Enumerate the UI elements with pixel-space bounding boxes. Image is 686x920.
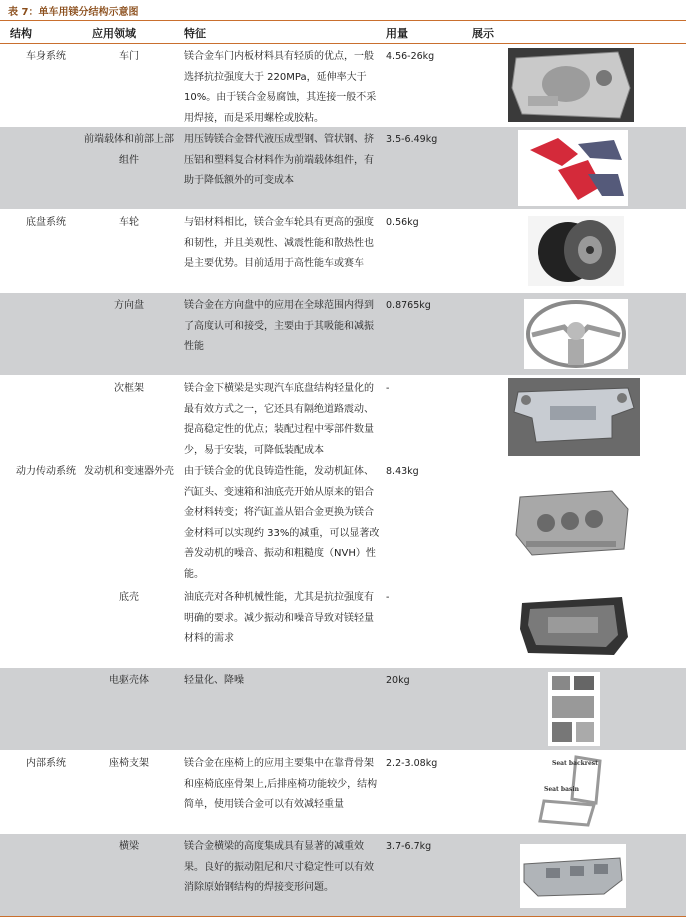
feature-cell: 镁合金车门内板材料具有轻质的优点，一般选择抗拉强度大于 220MPa，延伸率大于 10%。由于镁合金易腐蚀，其连接一般不采用焊接，而是采用螺栓或胶粘。	[184, 51, 377, 124]
area-cell: 座椅支架	[109, 758, 149, 769]
area-cell: 次框架	[114, 383, 144, 394]
area-cell: 发动机和变速器外壳	[84, 466, 174, 477]
table-row	[0, 668, 686, 750]
header-amount: 用量	[386, 27, 408, 40]
amount-cell: 4.56-26kg	[386, 51, 435, 62]
header-display: 展示	[472, 27, 494, 40]
header-feature: 特征	[184, 27, 206, 40]
feature-cell: 由于镁合金的优良铸造性能，发动机缸体、汽缸头、变速箱和油底壳开始从原来的铝合金材料转变；将汽缸盖从铝合金更换为镁合金材料可以实现约 33%的减重，可以显著改善发动机的噪音、振动和粗糙度（NVH）性能。	[184, 466, 380, 580]
table-row	[0, 459, 686, 584]
amount-cell: 2.2-3.08kg	[386, 758, 438, 769]
feature-cell: 镁合金在座椅上的应用主要集中在靠背骨架和座椅底座骨架上,后排座椅功能较少，结构简单，使用镁合金可以有效减轻重量	[184, 758, 378, 810]
wheel-image	[528, 216, 624, 286]
table-row	[0, 376, 686, 458]
amount-cell: -	[386, 592, 390, 603]
area-cell: 前端载体和前部上部组件	[84, 134, 174, 166]
amount-cell: 0.56kg	[386, 217, 419, 228]
seat-basin-label: Seat basin	[544, 786, 580, 793]
amount-cell: -	[386, 383, 390, 394]
engine-block-image	[512, 483, 634, 561]
bottom-rule	[0, 916, 686, 917]
area-cell: 方向盘	[114, 300, 144, 311]
table-caption: 表 7：单车用镁分结构示意图	[8, 7, 139, 18]
feature-cell: 用压铸镁合金替代液压成型钢、管状钢、挤压铝和塑料复合材料作为前端载体组件，有助于降低额外的可变成本	[184, 134, 374, 186]
amount-cell: 3.7-6.7kg	[386, 841, 432, 852]
area-cell: 电驱壳体	[109, 675, 149, 686]
feature-cell: 镁合金在方向盘中的应用在全球范围内得到了高度认可和接受，主要由于其吸能和减振性能	[184, 300, 374, 352]
oil-pan-image	[518, 591, 630, 661]
table-row	[0, 44, 686, 126]
cross-beam-image	[520, 844, 626, 908]
table-row	[0, 834, 686, 916]
amount-cell: 0.8765kg	[386, 300, 431, 311]
table-row	[0, 127, 686, 209]
structure-cell: 动力传动系统	[16, 466, 76, 477]
feature-cell: 与铝材料相比，镁合金车轮具有更高的强度和韧性，并且美观性、减震性能和散热性也是主要优势。目前适用于高性能车或赛车	[184, 217, 374, 269]
car-door-image	[508, 48, 634, 122]
structure-cell: 底盘系统	[26, 217, 66, 228]
amount-cell: 3.5-6.49kg	[386, 134, 438, 145]
feature-cell: 轻量化、降噪	[184, 675, 244, 686]
structure-cell: 内部系统	[26, 758, 66, 769]
feature-cell: 油底壳对各种机械性能，尤其是抗拉强度有明确的要求。减少振动和噪音导致对镁轻量材料的需求	[184, 592, 374, 644]
amount-cell: 8.43kg	[386, 466, 419, 477]
feature-cell: 镁合金横梁的高度集成具有显著的减重效果。良好的振动阻尼和尺寸稳定性可以有效消除原始钢结构的焊接变形问题。	[184, 841, 374, 893]
steering-wheel-image	[524, 299, 628, 369]
table-row	[0, 585, 686, 667]
subframe-image	[508, 378, 640, 456]
header-area: 应用领域	[92, 27, 136, 40]
seat-backrest-label: Seat backrest	[552, 760, 598, 767]
table-row	[0, 293, 686, 375]
table-row	[0, 210, 686, 292]
table-header	[0, 21, 686, 43]
feature-cell: 镁合金下横梁是实现汽车底盘结构轻量化的最有效方式之一，它还具有隔绝道路震动、提高稳定性的优点；装配过程中零部件数量少，易于安装，可降低装配成本	[184, 383, 374, 456]
amount-cell: 20kg	[386, 675, 410, 686]
area-cell: 底壳	[119, 592, 139, 603]
area-cell: 横梁	[119, 841, 139, 852]
structure-cell: 车身系统	[26, 51, 66, 62]
e-drive-housing-image	[548, 672, 600, 746]
header-structure: 结构	[10, 27, 32, 40]
area-cell: 车门	[119, 51, 139, 62]
front-carrier-image	[518, 130, 628, 206]
seat-frame-image	[530, 753, 612, 831]
table-row	[0, 751, 686, 833]
area-cell: 车轮	[119, 217, 139, 228]
